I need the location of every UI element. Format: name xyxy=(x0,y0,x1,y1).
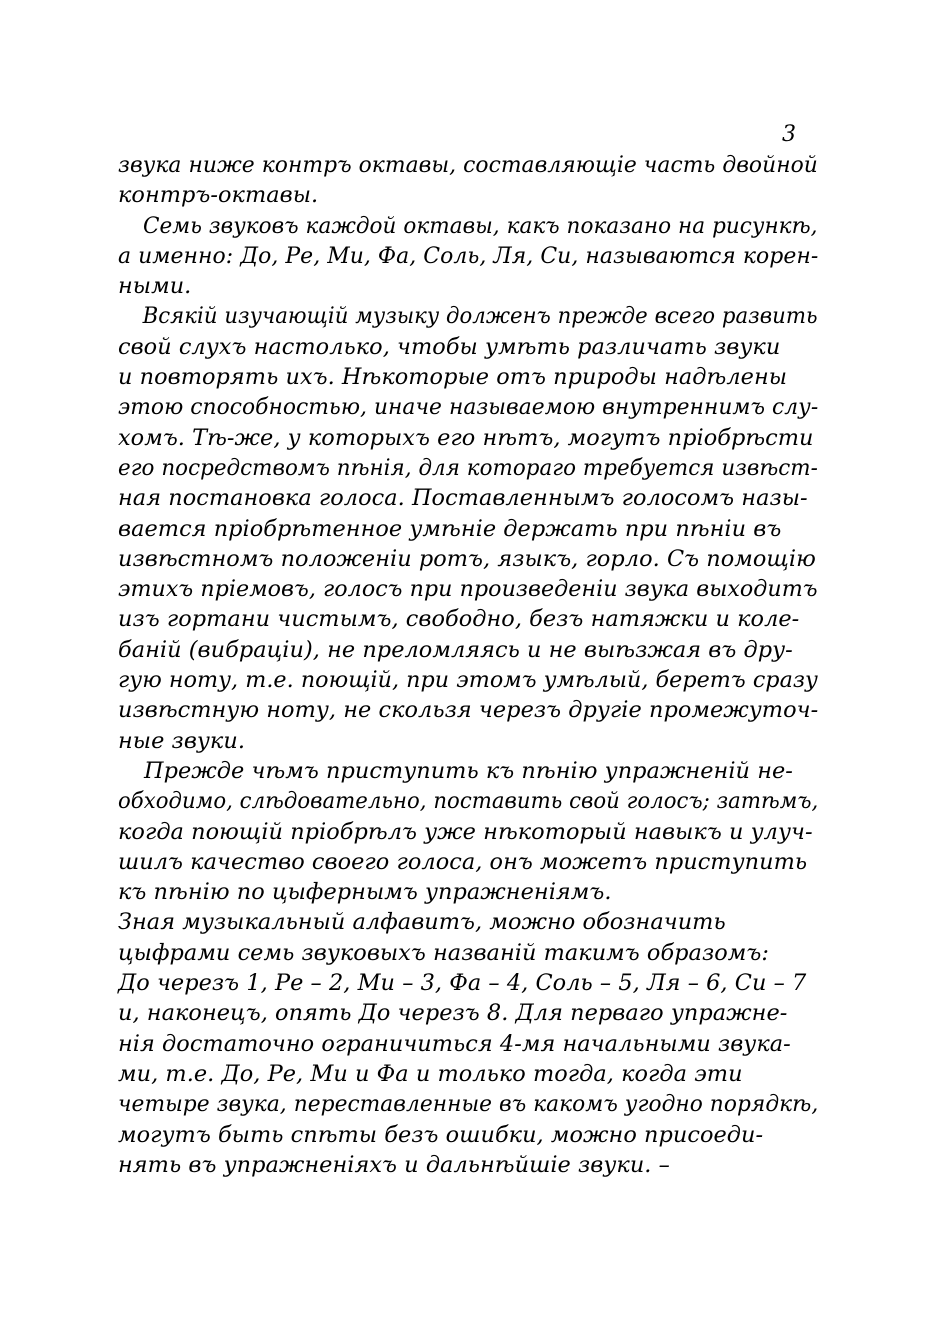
manuscript-line: извѣстную ноту, не скользя черезъ другіе промежуточ- xyxy=(118,697,819,724)
page-number: 3 xyxy=(782,122,796,147)
manuscript-line: къ пѣнію по цыфернымъ упражненіямъ. xyxy=(118,879,612,906)
manuscript-line: ми, т.е. До, Ре, Ми и Фа и только тогда, когда эти xyxy=(118,1060,743,1087)
manuscript-line: изъ гортани чистымъ, свободно, безъ натяжки и коле- xyxy=(118,606,800,633)
manuscript-line: могутъ быть спѣты безъ ошибки, можно присоеди- xyxy=(118,1121,764,1148)
manuscript-line: а именно: До, Ре, Ми, Фа, Соль, Ля, Си, называются корен- xyxy=(118,242,819,269)
manuscript-line: когда поющій пріобрѣлъ уже нѣкоторый навыкъ и улуч- xyxy=(118,818,813,845)
manuscript-line: четыре звука, переставленные въ какомъ угодно порядкѣ, xyxy=(118,1091,819,1118)
manuscript-line: хомъ. Тѣ-же, у которыхъ его нѣтъ, могутъ пріобрѣсти xyxy=(118,424,814,451)
manuscript-line: цыфрами семь звуковыхъ названій такимъ образомъ: xyxy=(118,939,769,966)
manuscript-line: ными. xyxy=(118,273,192,300)
manuscript-line: Прежде чѣмъ приступить къ пѣнію упражненій не- xyxy=(144,757,793,784)
manuscript-line: звука ниже контръ октавы, составляющіе часть двойной xyxy=(118,152,818,178)
manuscript-line: гую ноту, т.е. поющій, при этомъ умѣлый, беретъ сразу xyxy=(118,667,818,694)
manuscript-line: Всякій изучающій музыку долженъ прежде всего развить xyxy=(142,303,818,330)
manuscript-line: Зная музыкальный алфавитъ, можно обозначить xyxy=(118,909,726,936)
manuscript-line: свой слухъ настолько, чтобы умѣть различать звуки xyxy=(118,333,781,360)
manuscript-line: обходимо, слѣдовательно, поставить свой голосъ; затѣмъ, xyxy=(118,788,819,815)
manuscript-line: этихъ пріемовъ, голосъ при произведеніи звука выходитъ xyxy=(118,576,818,603)
manuscript-line: нять въ упражненіяхъ и дальнѣйшіе звуки. – xyxy=(118,1151,670,1178)
manuscript-line: ная постановка голоса. Поставленнымъ голосомъ назы- xyxy=(118,485,808,512)
manuscript-line: Семь звуковъ каждой октавы, какъ показано на рисункѣ, xyxy=(142,212,818,239)
manuscript-line: его посредствомъ пѣнія, для котораго требуется извѣст- xyxy=(118,454,818,481)
manuscript-line: нія достаточно ограничиться 4-мя начальными звука- xyxy=(118,1030,791,1057)
manuscript-line: и повторять ихъ. Нѣкоторые отъ природы надѣлены xyxy=(118,364,788,391)
manuscript-line: шилъ качество своего голоса, онъ можетъ приступить xyxy=(118,848,808,875)
manuscript-line: контръ-октавы. xyxy=(118,182,319,209)
manuscript-line: ные звуки. xyxy=(118,727,245,754)
manuscript-line: извѣстномъ положеніи ротъ, языкъ, горло. Съ помощію xyxy=(118,545,816,572)
manuscript-line: вается пріобрѣтенное умѣніе держать при пѣніи въ xyxy=(118,515,782,542)
manuscript-line: баній (вибраціи), не преломляясь и не выѣзжая въ дру- xyxy=(118,636,793,663)
handwritten-text-body xyxy=(118,150,818,1180)
manuscript-line: До черезъ 1, Ре – 2, Ми – 3, Фа – 4, Соль – 5, Ля – 6, Си – 7 xyxy=(118,970,807,997)
manuscript-line: и, наконецъ, опять До черезъ 8. Для перваго упражне- xyxy=(118,1000,788,1027)
manuscript-line: этою способностью, иначе называемою внутреннимъ слу- xyxy=(118,394,819,421)
